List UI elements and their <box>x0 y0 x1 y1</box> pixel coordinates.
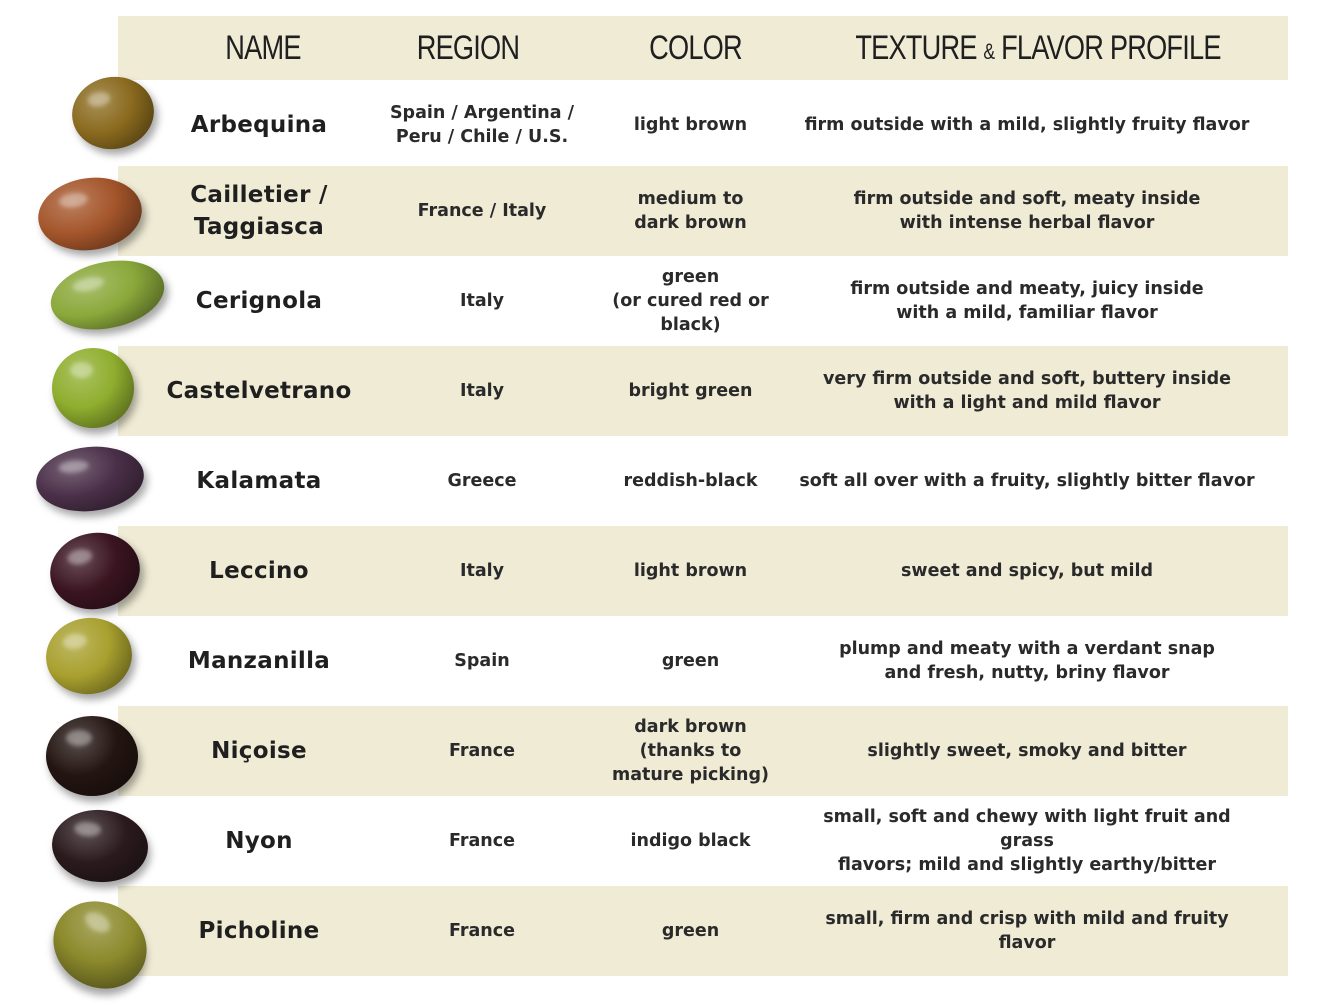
olive-color-text: green (or cured red or black) <box>612 267 769 335</box>
olive-name-text: Kalamata <box>196 468 322 494</box>
olive-flavor-profile <box>790 346 1264 436</box>
olive-color-text: light brown <box>633 115 748 135</box>
olive-region <box>376 796 588 886</box>
olive-color <box>588 706 793 796</box>
olive-region-text: Italy <box>459 381 505 401</box>
olive-region-text: Spain / Argentina / Peru / Chile / U.S. <box>389 103 575 147</box>
table-row <box>118 436 1288 526</box>
olive-region <box>376 886 588 976</box>
olive-name-text: Niçoise <box>211 738 307 764</box>
header-texture-label: TEXTURE <box>855 29 984 67</box>
table-row <box>118 256 1288 346</box>
olive-color-text: indigo black <box>630 831 751 851</box>
castelvetrano-olive-icon <box>52 348 134 428</box>
olive-color <box>588 886 793 976</box>
olive-region <box>376 256 588 346</box>
olive-color-text: reddish-black <box>623 471 758 491</box>
olive-name <box>140 796 378 886</box>
olive-name-text: Cailletier / Taggiasca <box>190 182 328 240</box>
olive-flavor-profile-text: small, firm and crisp with mild and fruity flavor <box>825 909 1229 953</box>
olive-flavor-profile-text: very firm outside and soft, buttery inside with a light and mild flavor <box>822 369 1232 413</box>
olive-color <box>588 616 793 706</box>
olive-region <box>376 526 588 616</box>
olive-flavor-profile-text: plump and meaty with a verdant snap and fresh, nutty, briny flavor <box>839 639 1215 683</box>
olive-region-text: Italy <box>459 291 505 311</box>
olive-flavor-profile-text: small, soft and chewy with light fruit and grass flavors; mild and slightly earthy/bitter <box>823 807 1231 875</box>
olive-flavor-profile <box>790 256 1264 346</box>
olive-flavor-profile-text: slightly sweet, smoky and bitter <box>867 741 1187 761</box>
table-row <box>118 346 1288 436</box>
olive-flavor-profile <box>790 886 1264 976</box>
table-row <box>118 616 1288 706</box>
header-ampersand: & <box>983 39 995 64</box>
olive-color <box>588 346 793 436</box>
olive-flavor-profile <box>790 80 1264 170</box>
olive-color-text: green <box>661 921 720 941</box>
nicoise-olive-icon <box>46 716 138 796</box>
olive-flavor-profile-text: soft all over with a fruity, slightly bitter flavor <box>799 471 1255 491</box>
olive-flavor-profile <box>790 526 1264 616</box>
header-texture-flavor <box>830 16 1246 80</box>
olive-region-text: France <box>449 831 515 851</box>
olive-flavor-profile <box>790 706 1264 796</box>
olive-region <box>376 166 588 256</box>
olive-name <box>140 80 378 170</box>
olive-region <box>376 346 588 436</box>
olive-name-text: Leccino <box>209 558 309 584</box>
olive-name <box>140 166 378 256</box>
olive-region <box>376 436 588 526</box>
table-row <box>118 166 1288 256</box>
olive-color-text: green <box>661 651 720 671</box>
olive-flavor-profile <box>790 796 1264 886</box>
olive-flavor-profile-text: sweet and spicy, but mild <box>901 561 1153 581</box>
olive-region <box>376 80 588 170</box>
olive-name <box>140 436 378 526</box>
olive-name <box>140 346 378 436</box>
olive-flavor-profile <box>790 166 1264 256</box>
olive-name <box>140 886 378 976</box>
table-header <box>118 16 1288 80</box>
olive-flavor-profile <box>790 616 1264 706</box>
table-row <box>118 886 1288 976</box>
olive-color-text: medium to dark brown <box>634 189 747 233</box>
olive-region-text: France / Italy <box>417 201 547 221</box>
header-color: COLOR <box>649 29 742 67</box>
olive-name-text: Castelvetrano <box>166 378 352 404</box>
olive-region-text: Greece <box>447 471 517 491</box>
olive-color <box>588 796 793 886</box>
olive-name-text: Arbequina <box>190 112 328 138</box>
table-row <box>118 526 1288 616</box>
olive-flavor-profile <box>790 436 1264 526</box>
olive-color <box>588 166 793 256</box>
header-region: REGION <box>416 29 520 67</box>
olive-region <box>376 706 588 796</box>
olive-name-text: Manzanilla <box>187 648 331 674</box>
olive-region-text: France <box>449 921 515 941</box>
olive-color-text: light brown <box>633 561 748 581</box>
olive-region-text: Spain <box>454 651 510 671</box>
table-row <box>118 796 1288 886</box>
olive-name <box>140 526 378 616</box>
header-flavor-label: FLAVOR PROFILE <box>994 29 1221 67</box>
olive-flavor-profile-text: firm outside with a mild, slightly fruity flavor <box>804 115 1250 135</box>
olive-name <box>140 616 378 706</box>
olive-name <box>140 706 378 796</box>
olive-region-text: Italy <box>459 561 505 581</box>
olive-color <box>588 526 793 616</box>
olive-name <box>140 256 378 346</box>
olive-color <box>588 80 793 170</box>
olive-name-text: Picholine <box>198 918 320 944</box>
olive-color <box>588 256 793 346</box>
header-name: NAME <box>225 29 301 67</box>
olive-region <box>376 616 588 706</box>
olive-name-text: Cerignola <box>195 288 323 314</box>
olive-name-text: Nyon <box>225 828 293 854</box>
olive-color-text: dark brown (thanks to mature picking) <box>612 717 769 785</box>
olive-region-text: France <box>449 741 515 761</box>
olive-color <box>588 436 793 526</box>
table-row <box>118 706 1288 796</box>
table-row <box>118 80 1288 170</box>
olive-flavor-profile-text: firm outside and meaty, juicy inside with a mild, familiar flavor <box>850 279 1204 323</box>
olive-flavor-profile-text: firm outside and soft, meaty inside with intense herbal flavor <box>853 189 1201 233</box>
olive-color-text: bright green <box>628 381 753 401</box>
